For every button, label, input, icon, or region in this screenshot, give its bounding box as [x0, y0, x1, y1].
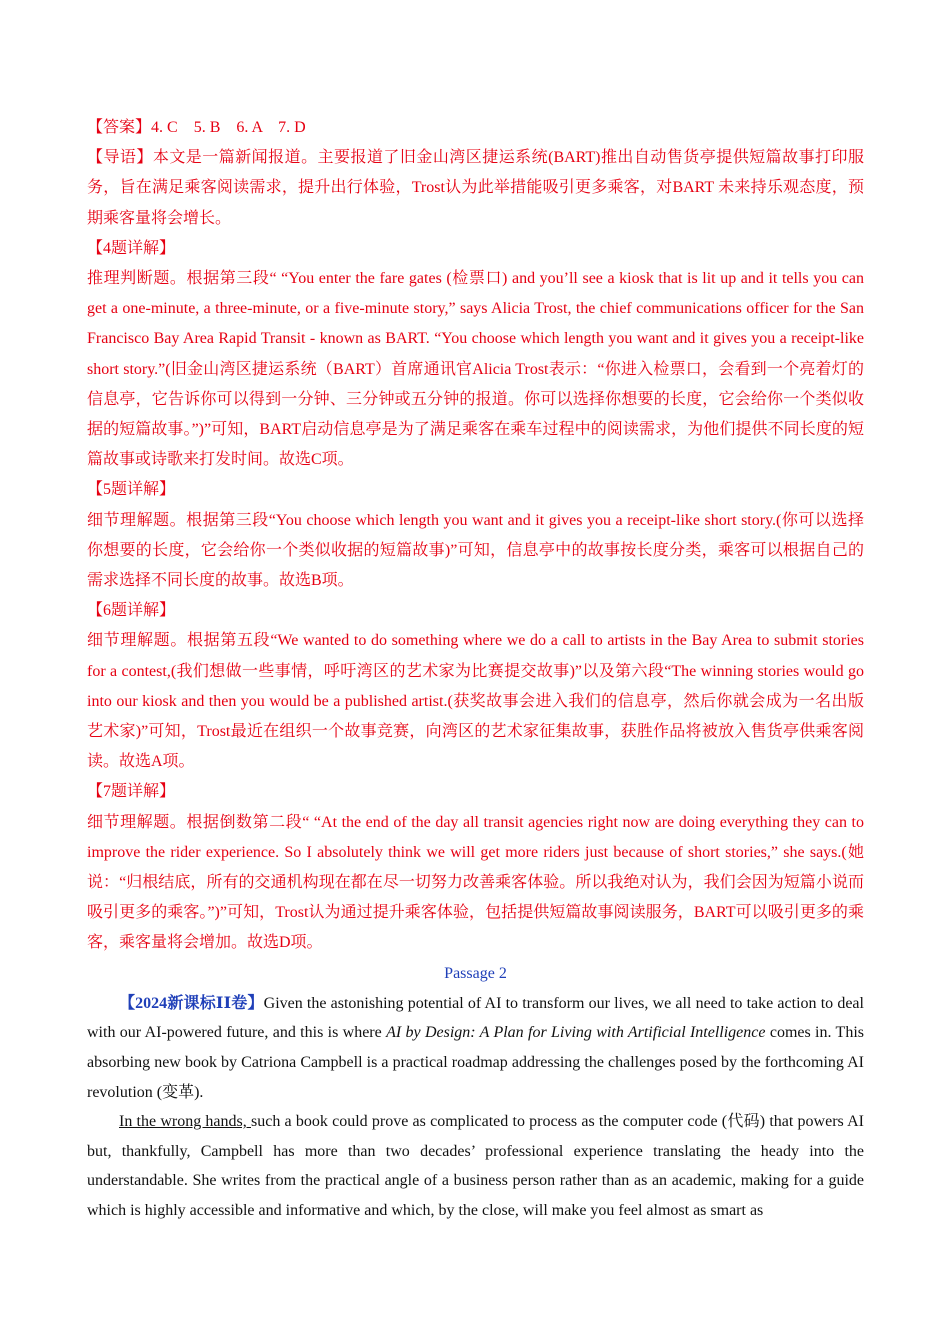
q4-heading: 【4题详解】 [87, 239, 176, 257]
q6-explanation: 细节理解题。根据第五段“We wanted to do something where we do a call to artists in the Bay Area to submit stories for a contest,(我们想做一些事情，呼吁湾区的艺术家为比赛提交故事)”以及第六段“The winning stories would go into our kiosk and then you would be a published artist.(获奖故事会进入我们的信息亭，然后你就会成为一名出版艺术家)”可知，Trost最近在组织一个故事竞赛，向湾区的艺术家征集故事，获胜作品将被放入售货亭供乘客阅读。故选A项。 [87, 632, 864, 771]
answer-line [87, 113, 864, 143]
q4-explanation: 推理判断题。根据第三段“ “You enter the fare gates (检票口) and you’ll see a kiosk that is lit up and it tells you can get a one-minute, a three-minute, or a five-minute story,” says Alicia Trost, the chief communications officer for the San Francisco Bay Area Rapid Transit - known as BART. “You choose which length you want and it gives you a receipt-like short story.”(旧金山湾区捷运系统（BART）首席通讯官Alicia Trost表示：“你进入检票口，会看到一个亮着灯的信息亭，它告诉你可以得到一分钟、三分钟或五分钟的报道。你可以选择你想要的长度，它会给你一个类似收据的短篇故事。”)”可知，BART启动信息亭是为了满足乘客在乘车过程中的阅读需求，为他们提供不同长度的短篇故事或诗歌来打发时间。故选C项。 [87, 270, 864, 469]
guide-text: 本文是一篇新闻报道。主要报道了旧金山湾区捷运系统(BART)推出自动售货亭提供短篇故事打印服务，旨在满足乘客阅读需求，提升出行体验，Trost认为此举措能吸引更多乘客，对BART 未来持乐观态度，预期乘客量将会增长。 [87, 149, 864, 227]
book-title: AI by Design: A Plan for Living with Artificial Intelligence [386, 1024, 766, 1042]
document-page [87, 113, 864, 1226]
p2-text: such a book could prove as complicated to process as the computer code (代码) that powers AI but, thankfully, Campbell has more than two decades’ professional experience translating the heady into the understandable. She writes from the practical angle of a business person rather than as an academic, making for a guide which is highly accessible and informative and which, by the close, will make you feel almost as smart as [87, 1113, 864, 1220]
q5-heading: 【5题详解】 [87, 481, 176, 499]
p1-text-b: comes in. This absorbing new book by Catriona Campbell is a practical roadmap addressing the challenges posed by the forthcoming AI revolution (变革). [87, 1024, 864, 1101]
answer-label: 【答案】 [87, 119, 152, 136]
passage-title: Passage 2 [444, 964, 507, 982]
q5-explanation: 细节理解题。根据第三段“You choose which length you want and it gives you a receipt-like short story.(你可以选择你想要的长度，它会给你一个类似收据的短篇故事)”可知，信息亭中的故事按长度分类，乘客可以根据自己的需求选择不同长度的故事。故选B项。 [87, 511, 864, 590]
q7-heading: 【7题详解】 [87, 783, 176, 801]
passage-paragraph-2 [87, 1107, 864, 1225]
answer-text: 4. C 5. B 6. A 7. D [151, 119, 306, 136]
q7-explanation: 细节理解题。根据倒数第二段“ “At the end of the day all transit agencies right now are doing everything they can to improve the rider experience. So I absolutely think we will get more riders just because of short stories,” she says.(她说：“归根结底，所有的交通机构现在都在尽一切努力改善乘客体验。所以我绝对认为，我们会因为短篇小说而吸引更多的乘客。”)”可知，Trost认为通过提升乘客体验，包括提供短篇故事阅读服务，BART可以吸引更多的乘客，乘客量将会增加。故选D项。 [87, 813, 865, 952]
p1-text-a: Given the astonishing potential of AI to transform our lives, we all need to take action to deal with our AI-powered future, and this is where [87, 994, 864, 1042]
exam-source-tag: 【2024新课标ⅠⅠ卷】 [119, 994, 264, 1012]
q6-heading: 【6题详解】 [87, 602, 176, 620]
guide-paragraph [87, 143, 864, 234]
underlined-phrase: In the wrong hands, [119, 1113, 251, 1131]
guide-label: 【导语】 [87, 149, 153, 167]
passage-paragraph-1 [87, 989, 864, 1107]
